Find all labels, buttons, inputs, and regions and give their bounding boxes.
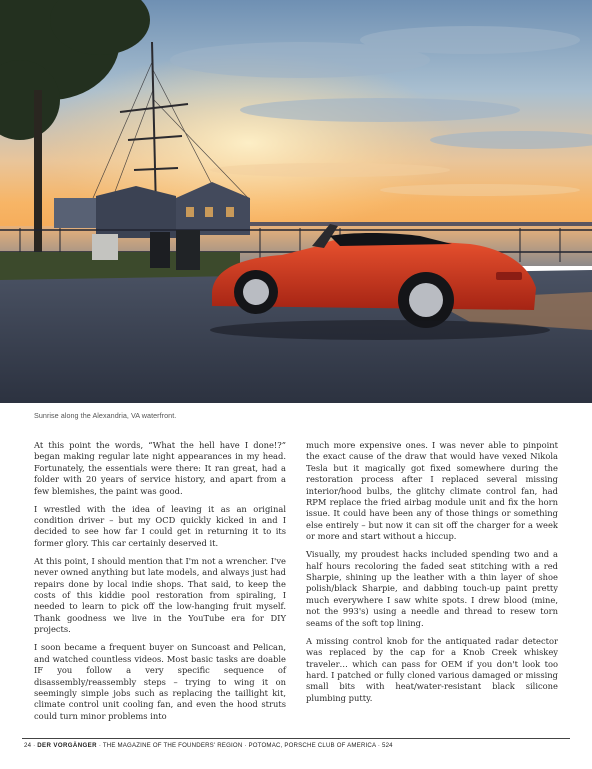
paragraph: much more expensive ones. I was never able to pinpoint the exact cause of the draw that would have vexed Nikola Tesla but it magically got fixed somewhere during the restoration process after I replaced several missing interior/hood bulbs, the glitchy climate control fan, had RPM replace the fried airbag module unit and fix the horn issue. It could have been any of those things or something else entirely – but now it can sit off the charger for a week or more and start without a hiccup. xyxy=(306,440,558,542)
page-number: 24 xyxy=(24,742,32,749)
footer-rule xyxy=(22,738,570,739)
photo-caption: Sunrise along the Alexandria, VA waterfront. xyxy=(34,411,177,420)
page-footer xyxy=(24,742,393,749)
paragraph: A missing control knob for the antiquated radar detector was replaced by the cap for a Knob Creek whiskey traveler… which can pass for OEM if you don't look too hard. I patched or fully cloned various damaged or missing small bits with heat/water-resistant black silicone plumbing putty. xyxy=(306,635,558,703)
paragraph: Visually, my proudest hacks included spending two and a half hours recoloring the faded seat stitching with a red Sharpie, shining up the leather with a thin layer of shoe polish/black Sharpie, and dabbing touch-up paint pretty much everywhere I saw white spots. I drew blood (mine, not the 993's) using a needle and thread to resew torn seams of the soft top lining. xyxy=(306,549,558,628)
footer-separator: · xyxy=(31,742,38,749)
paragraph: At this point the words, “What the hell have I done!?” began making regular late night appearances in my head. Fortunately, the essentials were there: It ran great, had a folder with 20 years of service history, and apart from a few blemishes, the paint was good. xyxy=(34,440,286,496)
paragraph: I wrestled with the idea of leaving it as an original condition driver – but my OCD quickly kicked in and I decided to see how far I could get in returning it to its former glory. This car certainly deserved it. xyxy=(34,503,286,548)
footer-separator: · xyxy=(375,742,382,749)
footer-separator: · xyxy=(96,742,103,749)
article-column-left xyxy=(34,440,286,729)
paragraph: I soon became a frequent buyer on Suncoast and Pelican, and watched countless videos. Most basic tasks are doable IF you follow a very specific sequence of disassembly/reassembly steps – trying to wing it on seemingly simple jobs such as replacing the taillight kit, climate control unit cooling fan, and even the hood struts could turn minor problems into xyxy=(34,642,286,721)
paragraph: At this point, I should mention that I'm not a wrencher. I've never owned anything but late models, and always just had repairs done by local indie shops. That said, to keep the costs of this kiddie pool restoration from spiraling, I needed to learn to pick off the low-hanging fruit myself. Thank goodness we live in the YouTube era for DIY projects. xyxy=(34,555,286,635)
magazine-name: DER VORGÄNGER xyxy=(37,742,97,749)
footer-tagline: THE MAGAZINE OF THE FOUNDERS' REGION · POTOMAC, PORSCHE CLUB OF AMERICA xyxy=(102,742,376,749)
article-column-right xyxy=(306,440,558,711)
issue-number: 524 xyxy=(381,742,393,749)
